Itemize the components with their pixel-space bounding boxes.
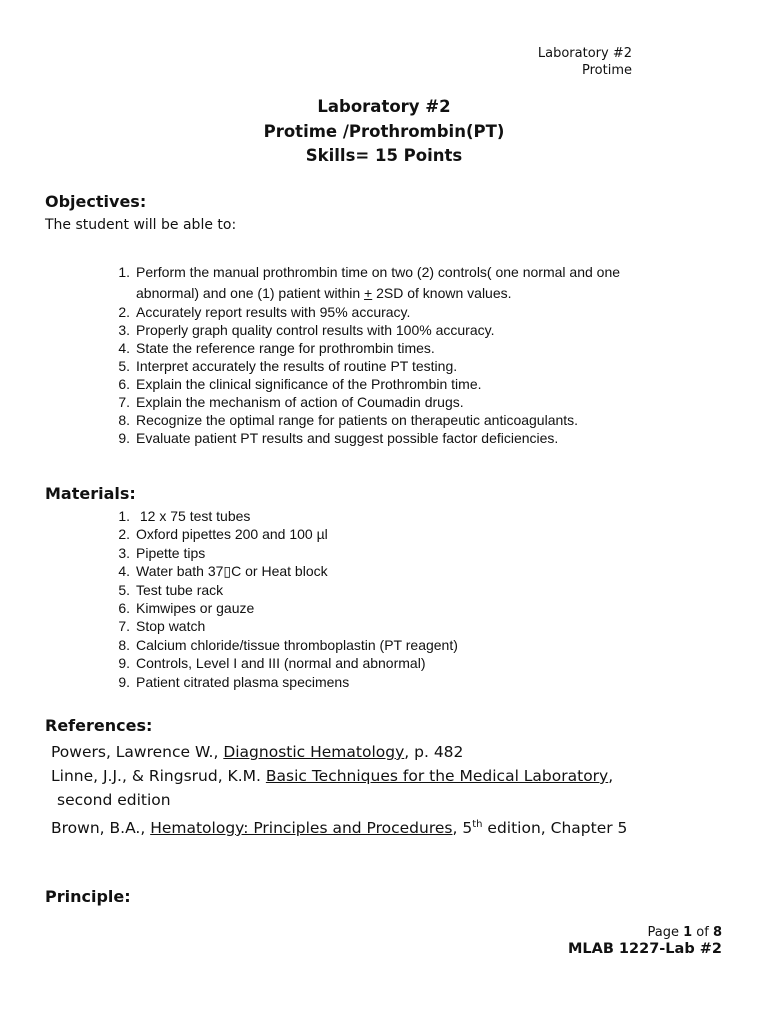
ref-author: Brown, B.A.,	[51, 819, 151, 838]
title-line-1: Laboratory #2	[317, 97, 451, 116]
list-number: 4.	[118, 340, 130, 356]
list-text: 12 x 75 test tubes	[136, 508, 251, 524]
list-number: 9.	[118, 430, 130, 446]
ref-title: Basic Techniques for the Medical Laboratory	[265, 767, 609, 785]
list-item	[112, 303, 682, 321]
header-line-1: Laboratory #2	[537, 46, 632, 61]
list-text-cont: 2SD of known values.	[372, 284, 512, 301]
list-number: 7.	[118, 394, 130, 410]
materials-heading: Materials:	[45, 484, 136, 503]
list-text: Evaluate patient PT results and suggest possible factor deficiencies.	[136, 430, 559, 446]
objectives-list	[112, 262, 682, 447]
ref-detail: ,	[608, 767, 614, 785]
list-item	[112, 375, 682, 393]
list-number: 6.	[118, 376, 130, 392]
course-footer: MLAB 1227-Lab #2	[567, 941, 722, 957]
list-number: 1.	[118, 508, 130, 524]
ref-superscript: th	[472, 819, 483, 830]
list-text: Properly graph quality control results with 100% accuracy.	[136, 322, 495, 338]
ref-title: Diagnostic Hematology	[223, 743, 405, 761]
list-item	[112, 429, 682, 447]
list-item	[112, 673, 672, 691]
list-item	[112, 636, 672, 654]
list-item	[112, 411, 682, 429]
ref-author: Powers, Lawrence W.,	[51, 743, 224, 761]
list-item	[112, 393, 682, 411]
reference-3	[51, 813, 627, 841]
list-number: 2.	[118, 526, 130, 543]
list-item	[112, 654, 672, 672]
list-number: 1.	[118, 264, 130, 280]
page-total: 8	[712, 925, 722, 940]
page-number	[648, 925, 723, 940]
plus-minus-sign: +	[364, 284, 373, 301]
list-number: 9.	[118, 655, 130, 672]
list-text: Perform the manual prothrombin time on two (2) controls( one normal and one abnormal) and one (1) patient within	[136, 264, 621, 301]
list-number: 6.	[118, 600, 130, 617]
running-header	[538, 45, 632, 79]
ref-author: Linne, J.J., & Ringsrud, K.M.	[51, 767, 266, 785]
document-title	[0, 95, 768, 169]
list-item	[112, 599, 672, 617]
list-text: Test tube rack	[136, 581, 224, 598]
list-text: Accurately report results with 95% accuracy.	[136, 304, 411, 320]
page-current: 1	[683, 925, 693, 940]
page-mid: of	[692, 925, 713, 940]
list-text: Stop watch	[136, 618, 206, 635]
list-item	[112, 544, 672, 562]
list-number: 8.	[118, 636, 130, 653]
list-item	[112, 262, 682, 303]
list-item	[112, 357, 682, 375]
principle-heading: Principle:	[45, 887, 131, 906]
list-item	[112, 507, 672, 525]
list-text: Kimwipes or gauze	[136, 600, 255, 617]
list-number: 8.	[118, 412, 130, 428]
title-line-3: Skills= 15 Points	[305, 146, 463, 165]
title-line-2: Protime /Prothrombin(PT)	[263, 121, 505, 141]
list-text: Calcium chloride/tissue thromboplastin (PT reagent)	[136, 636, 458, 653]
list-item	[112, 581, 672, 599]
list-number: 2.	[118, 304, 130, 320]
reference-2-continued: second edition	[57, 791, 171, 809]
ref-title: Hematology: Principles and Procedures	[150, 819, 453, 838]
list-text: Patient citrated plasma specimens	[136, 673, 350, 690]
list-text: Explain the mechanism of action of Coumadin drugs.	[136, 394, 464, 410]
list-number: 5.	[118, 358, 130, 374]
list-text: Water bath 37▯C or Heat block	[136, 563, 328, 580]
page-prefix: Page	[647, 925, 684, 940]
list-text: Controls, Level I and III (normal and abnormal)	[136, 655, 426, 672]
reference-1	[51, 740, 463, 765]
list-text: Pipette tips	[136, 544, 206, 561]
ref-detail-tail: edition, Chapter 5	[482, 819, 628, 838]
list-item	[112, 321, 682, 339]
list-item	[112, 562, 672, 580]
list-number: 3.	[118, 322, 130, 338]
ref-detail: , 5	[452, 819, 473, 838]
list-item	[112, 525, 672, 543]
list-item	[112, 617, 672, 635]
header-line-2: Protime	[582, 63, 632, 78]
list-number: 5.	[118, 581, 130, 598]
list-text: State the reference range for prothrombin times.	[136, 340, 435, 356]
objectives-heading: Objectives:	[45, 192, 147, 211]
materials-list	[112, 507, 672, 691]
ref-detail: , p. 482	[404, 743, 464, 761]
list-text: Recognize the optimal range for patients on therapeutic anticoagulants.	[136, 412, 579, 428]
list-number: 4.	[118, 563, 130, 580]
list-text: Oxford pipettes 200 and 100 µl	[136, 526, 328, 543]
objectives-intro: The student will be able to:	[45, 217, 237, 233]
references-heading: References:	[45, 716, 153, 735]
list-number: 7.	[118, 618, 130, 635]
list-text: Explain the clinical significance of the Prothrombin time.	[136, 376, 482, 392]
list-item	[112, 339, 682, 357]
reference-2	[51, 764, 613, 789]
list-number: 3.	[118, 544, 130, 561]
list-number: 9.	[118, 673, 130, 690]
list-text: Interpret accurately the results of routine PT testing.	[136, 358, 458, 374]
